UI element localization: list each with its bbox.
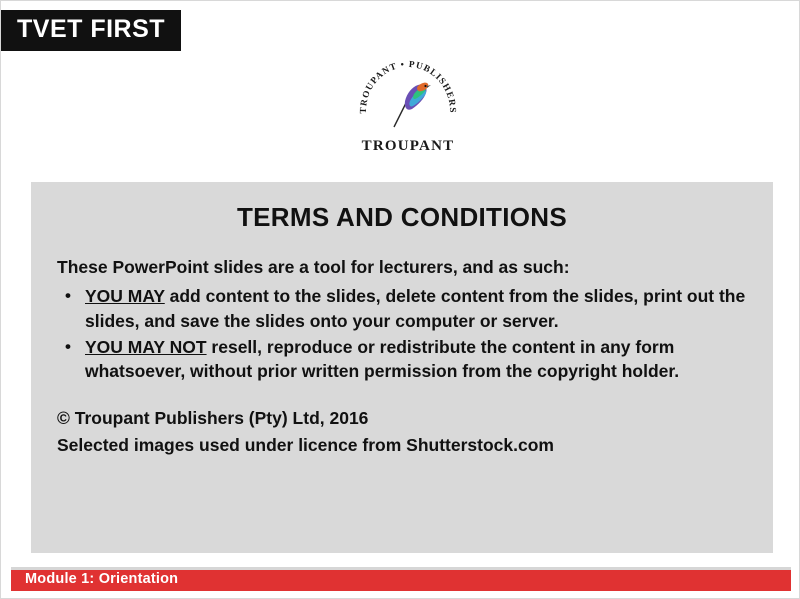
bird-icon (394, 83, 431, 127)
list-item (57, 284, 747, 334)
logo-arc-text (358, 49, 458, 141)
list-item (57, 335, 747, 385)
svg-text:TROUPANT • PUBLISHERS: TROUPANT • PUBLISHERS (358, 58, 458, 114)
bullet-text: add content to the slides, delete content from the slides, print out the slides, and save the slides onto your computer or server. (85, 285, 746, 331)
bullet-marker: • (65, 336, 71, 356)
brand-tag: TVET FIRST (1, 10, 181, 51)
images-licence-line: Selected images used under licence from Shutterstock.com (57, 435, 554, 456)
bullet-emphasis: YOU MAY (85, 285, 165, 306)
bullet-emphasis: YOU MAY NOT (85, 336, 207, 357)
bullet-marker: • (65, 285, 71, 305)
panel-title: TERMS AND CONDITIONS (236, 202, 568, 232)
terms-panel (31, 182, 773, 553)
bullet-text: resell, reproduce or redistribute the content in any form whatsoever, without prior written permission from the copyright holder. (85, 336, 680, 382)
footer-bar (11, 567, 791, 591)
footer-stripe (11, 567, 791, 570)
copyright-block (57, 406, 747, 458)
footer-module-label: Module 1: Orientation (25, 571, 179, 587)
publisher-logo (353, 49, 463, 161)
copyright-line: © Troupant Publishers (Pty) Ltd, 2016 (57, 408, 369, 429)
rights-list (57, 284, 747, 384)
panel-body (31, 233, 773, 458)
logo-wordmark: TROUPANT (361, 138, 455, 154)
lead-text: These PowerPoint slides are a tool for lecturers, and as such: (57, 257, 570, 277)
